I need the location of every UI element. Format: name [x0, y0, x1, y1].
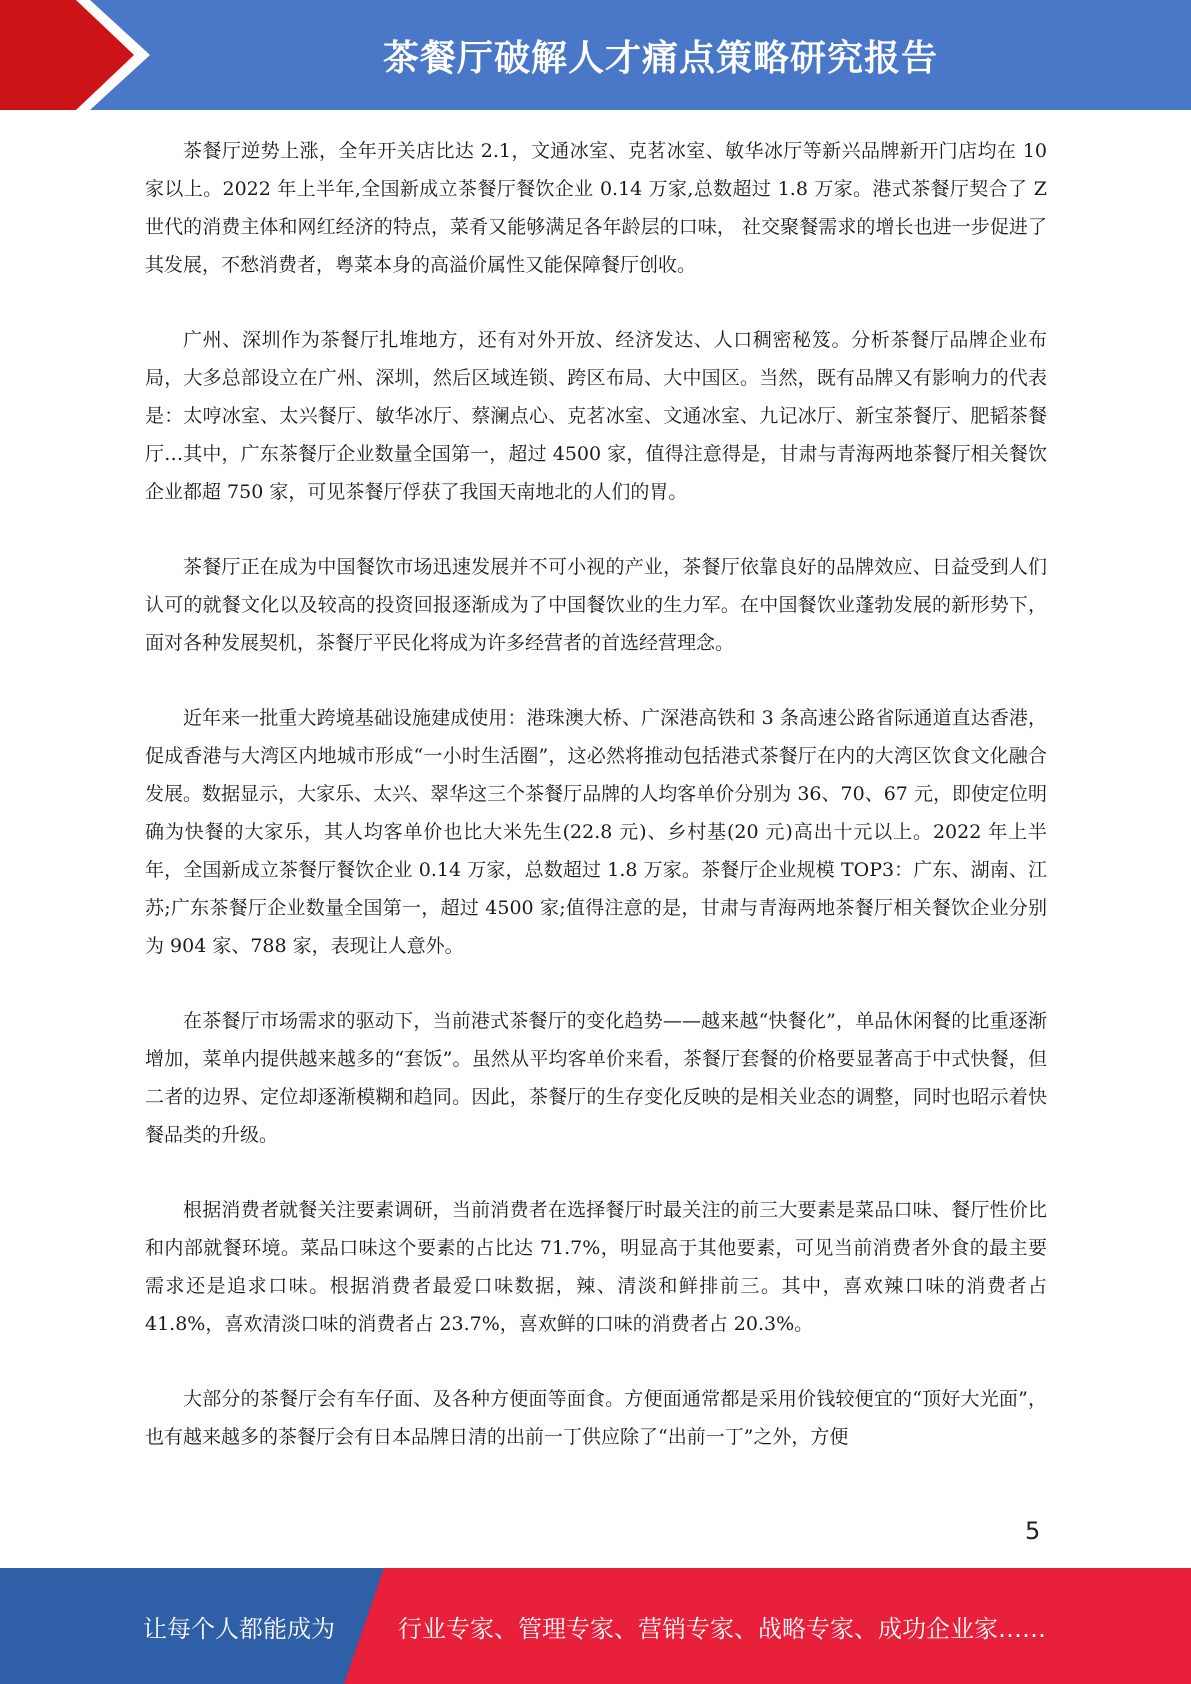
- red-chevron-decoration: [0, 0, 160, 110]
- paragraph: 近年来一批重大跨境基础设施建成使用：港珠澳大桥、广深港高铁和 3 条高速公路省际通道直达香港，促成香港与大湾区内地城市形成“一小时生活圈”，这必然将推动包括港式茶餐厅在内的大湾区饮食文化融合发展。数据显示，大家乐、太兴、翠华这三个茶餐厅品牌的人均客单价分别为 36、70、67 元，即使定位明确为快餐的大家乐，其人均客单价也比大米先生(22.8 元)、乡村基(20 元)高出十元以上。2022 年上半年，全国新成立茶餐厅餐饮企业 0.14 万家，总数超过 1.8 万家。茶餐厅企业规模 TOP3：广东、湖南、江苏;广东茶餐厅企业数量全国第一，超过 4500 家;值得注意的是，甘肃与青海两地茶餐厅相关餐饮企业分别为 904 家、788 家，表现让人意外。: [145, 707, 1047, 957]
- paragraph: 广州、深圳作为茶餐厅扎堆地方，还有对外开放、经济发达、人口稠密秘笈。分析茶餐厅品牌企业布局，大多总部设立在广州、深圳，然后区域连锁、跨区布局、大中国区。当然，既有品牌又有影响力的代表是：太哼冰室、太兴餐厅、敏华冰厅、蔡澜点心、克茗冰室、文通冰室、九记冰厅、新宝茶餐厅、肥韬茶餐厅…其中，广东茶餐厅企业数量全国第一，超过 4500 家，值得注意得是，甘肃与青海两地茶餐厅相关餐饮企业都超 750 家，可见茶餐厅俘获了我国天南地北的人们的胃。: [145, 329, 1047, 503]
- page-title: 茶餐厅破解人才痛点策略研究报告: [382, 37, 938, 79]
- footer-slogan-right: 行业专家、管理专家、营销专家、战略专家、成功企业家……: [398, 1614, 1046, 1643]
- page-footer: [0, 1568, 1191, 1684]
- paragraph: 大部分的茶餐厅会有车仔面、及各种方便面等面食。方便面通常都是采用价钱较便宜的“顶好大光面”，也有越来越多的茶餐厅会有日本品牌日清的出前一丁供应除了“出前一丁”之外，方便: [145, 1388, 1047, 1448]
- page-number: 5: [1025, 1517, 1041, 1545]
- footer-slogan-left: 让每个人都能成为: [143, 1614, 335, 1643]
- paragraph: 根据消费者就餐关注要素调研，当前消费者在选择餐厅时最关注的前三大要素是菜品口味、餐厅性价比和内部就餐环境。菜品口味这个要素的占比达 71.7%，明显高于其他要素，可见当前消费者外食的最主要需求还是追求口味。根据消费者最爱口味数据，辣、清淡和鲜排前三。其中，喜欢辣口味的消费者占 41.8%，喜欢清淡口味的消费者占 23.7%，喜欢鲜的口味的消费者占 20.3%。: [145, 1199, 1047, 1335]
- paragraph: 茶餐厅逆势上涨，全年开关店比达 2.1，文通冰室、克茗冰室、敏华冰厅等新兴品牌新开门店均在 10 家以上。2022 年上半年,全国新成立茶餐厅餐饮企业 0.14 万家,总数超过 1.8 万家。港式茶餐厅契合了 Z 世代的消费主体和网红经济的特点，菜肴又能够满足各年龄层的口味， 社交聚餐需求的增长也进一步促进了其发展，不愁消费者，粤菜本身的高溢价属性又能保障餐厅创收。: [145, 140, 1047, 276]
- paragraph: 在茶餐厅市场需求的驱动下，当前港式茶餐厅的变化趋势——越来越“快餐化”，单品休闲餐的比重逐渐增加，菜单内提供越来越多的“套饭”。虽然从平均客单价来看，茶餐厅套餐的价格要显著高于中式快餐，但二者的边界、定位却逐渐模糊和趋同。因此，茶餐厅的生存变化反映的是相关业态的调整，同时也昭示着快餐品类的升级。: [145, 1010, 1047, 1146]
- document-body: [145, 132, 1047, 1493]
- page-header: [0, 0, 1191, 110]
- paragraph: 茶餐厅正在成为中国餐饮市场迅速发展并不可小视的产业，茶餐厅依靠良好的品牌效应、日益受到人们认可的就餐文化以及较高的投资回报逐渐成为了中国餐饮业的生力军。在中国餐饮业蓬勃发展的新形势下，面对各种发展契机，茶餐厅平民化将成为许多经营者的首选经营理念。: [145, 556, 1047, 654]
